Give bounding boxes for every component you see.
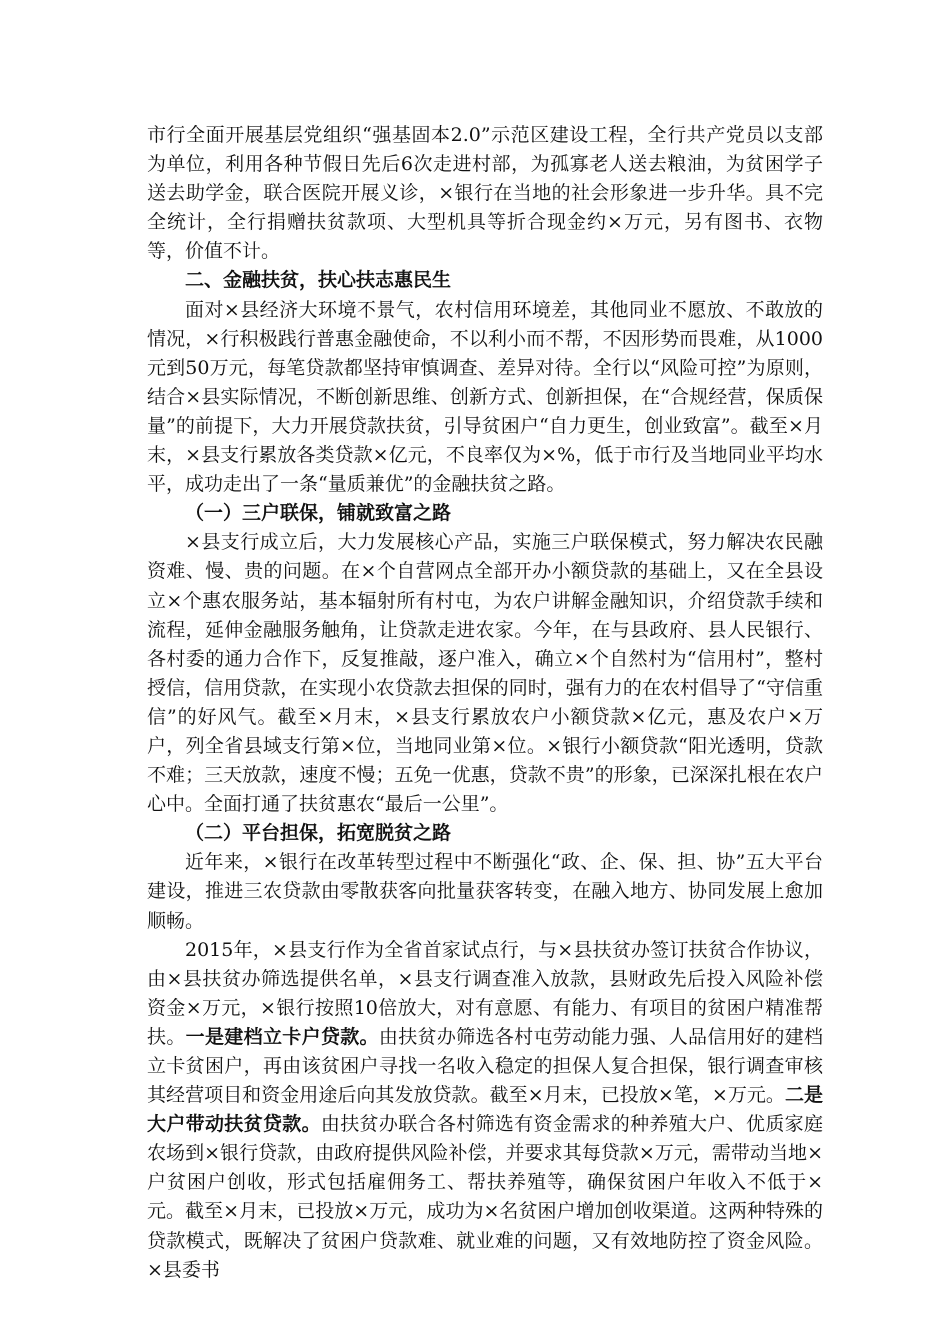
pilot-point-two-text: 由扶贫办联合各村筛选有资金需求的种养殖大户、优质家庭农场到×银行贷款，由政府提供风险补偿，并要求其每贷款×万元，需带动当地×户贫困户创收，形式包括雇佣务工、帮扶养殖等，确保贫困户年收入不低于×元。截至×月末，已投放×万元，成功为×名贫困户增加创收渠道。这两种特殊的贷款模式，既解决了贫困户贷款难、就业难的问题，又有效地防控了资金风险。×县委书 xyxy=(147,1113,823,1281)
pilot-point-one-title: 一是建档立卡户贷款。 xyxy=(185,1025,379,1048)
paragraph-financial-overview: 面对×县经济大环境不景气，农村信用环境差，其他同业不愿放、不敢放的情况，×行积极践行普惠金融使命，不以利小而不帮，不因形势而畏难，从1000元到50万元，每笔贷款都坚持审慎调查、差异对待。全行以“风险可控”为原则，结合×县实际情况，不断创新思维、创新方式、创新担保，在“合规经营，保质保量”的前提下，大力开展贷款扶贫，引导贫困户“自力更生，创业致富”。截至×月末，×县支行累放各类贷款×亿元，不良率仅为×%，低于市行及当地同业平均水平，成功走出了一条“量质兼优”的金融扶贫之路。 xyxy=(147,298,823,496)
subsection-heading-platform-guarantee: （二）平台担保，拓宽脱贫之路 xyxy=(185,822,452,845)
pilot-text-intro: 2015年，×县支行作为全省首家试点行，与×县扶贫办签订扶贫合作协议，由×县扶贫办筛选提供名单，×县支行调查准入放款，县财政先后投入风险补偿资金×万元，×银行按照10倍放大，对有意愿、有能力、有项目的贫困户精准帮扶。 xyxy=(147,938,823,1048)
subsection-heading-joint-guarantee: （一）三户联保，铺就致富之路 xyxy=(185,502,452,525)
paragraph-2015-pilot xyxy=(147,936,823,1285)
pilot-point-two-title: 二是大户带动扶贫贷款。 xyxy=(147,1084,823,1136)
section-heading-financial-poverty-alleviation: 二、金融扶贫，扶心扶志惠民生 xyxy=(185,269,452,292)
paragraph-party-building: 市行全面开展基层党组织“强基固本2.0”示范区建设工程，全行共产党员以支部为单位，利用各种节假日先后6次走进村部，为孤寡老人送去粮油，为贫困学子送去助学金，联合医院开展义诊，×银行在当地的社会形象进一步升华。具不完全统计，全行捐赠扶贫款项、大型机具等折合现金约×万元，另有图书、衣物等，价值不计。 xyxy=(147,124,823,263)
document-page xyxy=(147,121,823,1285)
paragraph-platform-intro: 近年来，×银行在改革转型过程中不断强化“政、企、保、担、协”五大平台建设，推进三农贷款由零散获客向批量获客转变，在融入地方、协同发展上愈加顺畅。 xyxy=(147,851,823,932)
paragraph-joint-guarantee: ×县支行成立后，大力发展核心产品，实施三户联保模式，努力解决农民融资难、慢、贵的问题。在×个自营网点全部开办小额贷款的基础上，又在全县设立×个惠农服务站，基本辐射所有村屯，为农户讲解金融知识，介绍贷款手续和流程，延伸金融服务触角，让贷款走进农家。今年，在与县政府、县人民银行、各村委的通力合作下，反复推敲，逐户准入，确立×个自然村为“信用村”，整村授信，信用贷款，在实现小农贷款去担保的同时，强有力的在农村倡导了“守信重信”的好风气。截至×月末，×县支行累放农户小额贷款×亿元，惠及农户×万户，列全省县域支行第×位，当地同业第×位。×银行小额贷款“阳光透明，贷款不难；三天放款，速度不慢；五免一优惠，贷款不贵”的形象，已深深扎根在农户心中。全面打通了扶贫惠农“最后一公里”。 xyxy=(147,531,823,816)
pilot-point-one-text: 由扶贫办筛选各村屯劳动能力强、人品信用好的建档立卡贫困户，再由该贫困户寻找一名收入稳定的担保人复合担保，银行调查审核其经营项目和资金用途后向其发放贷款。截至×月末，已投放×笔，×万元。 xyxy=(147,1025,823,1107)
